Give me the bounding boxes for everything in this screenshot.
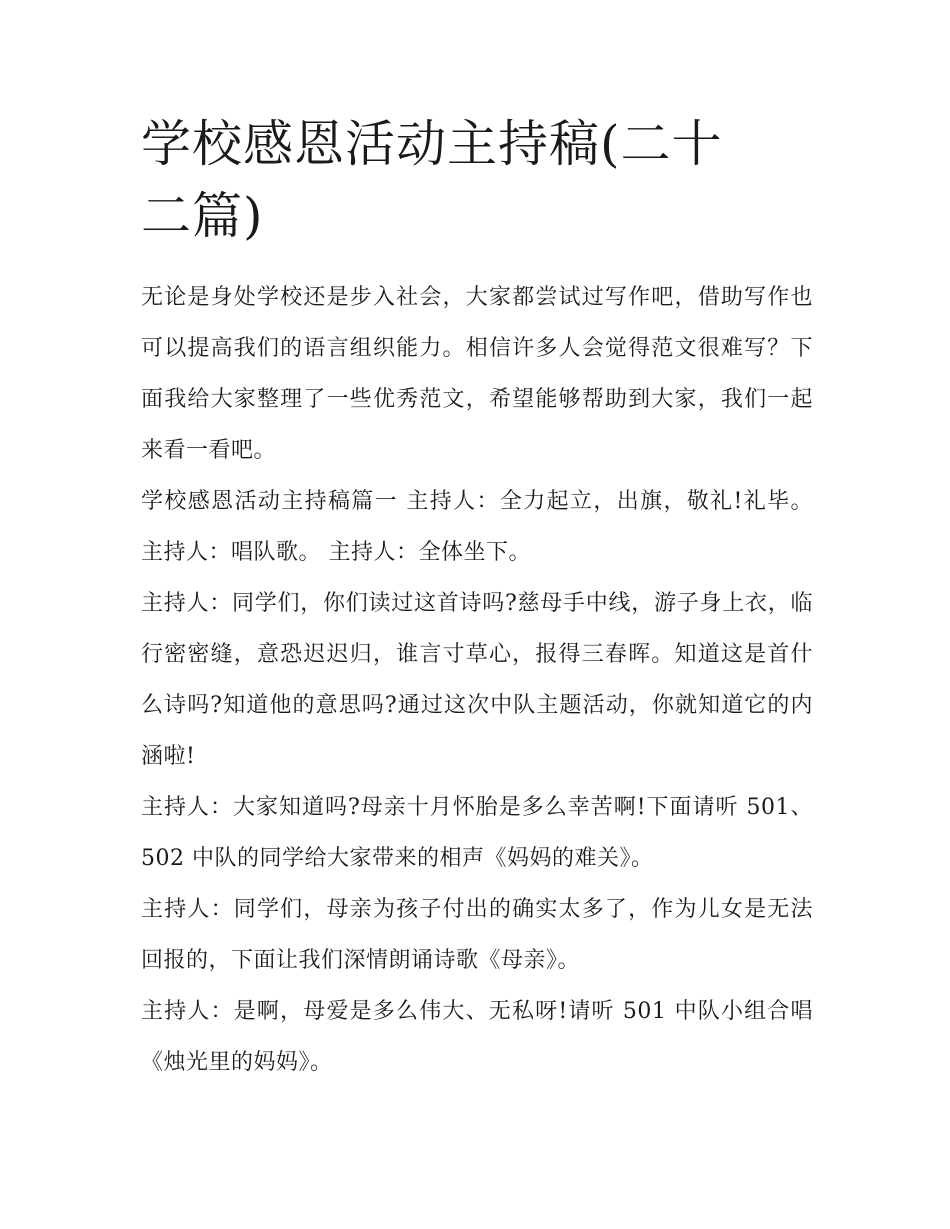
paragraph-crosstalk: 主持人：大家知道吗?母亲十月怀胎是多么幸苦啊!下面请听 501、502 中队的同学给大家带来的相声《妈妈的难关》。 bbox=[141, 795, 813, 871]
paragraph-recitation: 主持人：同学们，母亲为孩子付出的确实太多了，作为儿女是无法回报的，下面让我们深情朗诵诗歌《母亲》。 bbox=[141, 897, 813, 973]
paragraph-chorus: 主持人：是啊，母爱是多么伟大、无私呀!请听 501 中队小组合唱《烛光里的妈妈》。 bbox=[141, 999, 813, 1075]
paragraph-opening: 学校感恩活动主持稿篇一 主持人：全力起立，出旗，敬礼!礼毕。 主持人：唱队歌。 主持人：全体坐下。 bbox=[141, 489, 813, 565]
intro-paragraph: 无论是身处学校还是步入社会，大家都尝试过写作吧，借助写作也可以提高我们的语言组织能力。相信许多人会觉得范文很难写？下面我给大家整理了一些优秀范文，希望能够帮助到大家，我们一起来看一看吧。 bbox=[141, 285, 813, 463]
document-page bbox=[141, 108, 813, 1088]
paragraph-poem: 主持人：同学们，你们读过这首诗吗?慈母手中线，游子身上衣，临行密密缝，意恐迟迟归，谁言寸草心，报得三春晖。知道这是首什么诗吗?知道他的意思吗?通过这次中队主题活动，你就知道它的内涵啦! bbox=[141, 591, 813, 769]
document-title: 学校感恩活动主持稿(二十二篇) bbox=[141, 115, 723, 245]
